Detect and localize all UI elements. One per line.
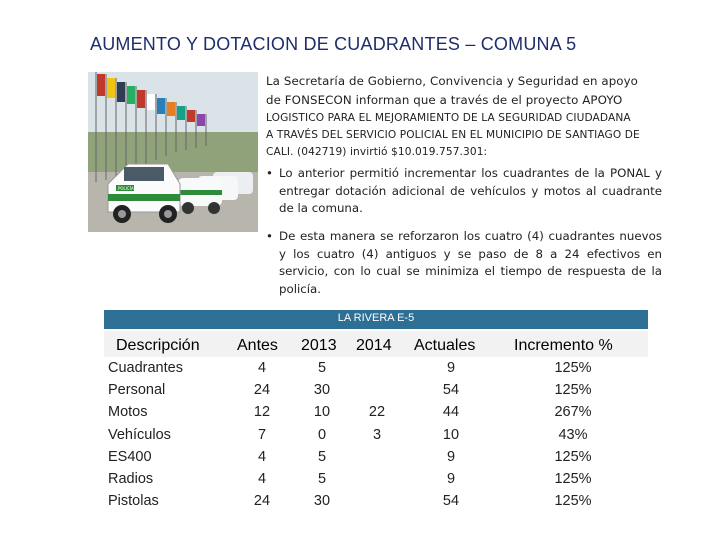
bullet-dot-icon: • xyxy=(266,166,273,180)
row-label: Pistolas xyxy=(108,493,159,510)
intro-line: A TRAVÉS DEL SERVICIO POLICIAL EN EL MUNICIPIO DE SANTIAGO DE xyxy=(266,129,640,141)
table-cell: 7 xyxy=(257,426,267,443)
table-cell: 3 xyxy=(372,426,382,443)
table-cell: 267% xyxy=(554,404,592,421)
bullet-item xyxy=(266,165,662,218)
table-cell: 5 xyxy=(317,360,327,376)
row-label: Radios xyxy=(108,471,154,487)
column-header: Antes xyxy=(237,337,278,354)
table-cell: 125% xyxy=(554,493,592,510)
column-header: Incremento % xyxy=(514,337,613,354)
police-vehicles-illustration xyxy=(88,72,258,232)
intro-line: CALI. (042719) invirtió $10.019.757.301: xyxy=(266,146,488,158)
table-cell: 5 xyxy=(317,448,327,465)
bullet-item xyxy=(266,228,662,298)
table-cell: 125% xyxy=(554,382,592,399)
table-caption: LA RIVERA E-5 xyxy=(104,310,648,329)
table-cell: 54 xyxy=(442,493,460,510)
table-cell: 30 xyxy=(313,382,331,399)
row-label: Cuadrantes xyxy=(108,360,183,376)
bullet-dot-icon: • xyxy=(266,229,273,243)
row-label: Personal xyxy=(108,382,166,399)
table-cell: 24 xyxy=(253,493,271,510)
row-label: Vehículos xyxy=(108,426,171,443)
table-cell: 4 xyxy=(257,360,267,376)
column-header: 2014 xyxy=(356,337,392,354)
table-cell: 10 xyxy=(442,426,460,443)
table-cell: 125% xyxy=(554,448,592,465)
table-cell: 0 xyxy=(317,426,327,443)
table-cell: 4 xyxy=(257,448,267,465)
intro-line: de FONSECON informan que a través de el proyecto APOYO xyxy=(266,93,623,107)
bullet-text: Lo anterior permitió incrementar los cuadrantes de la PONAL y entregar dotación adicional de vehículos y motos al cuadrante de la comuna. xyxy=(279,166,662,215)
table-cell: 43% xyxy=(558,426,588,443)
column-header: Descripción xyxy=(116,337,200,354)
column-header: Actuales xyxy=(414,337,476,354)
table-cell: 5 xyxy=(317,471,327,487)
table-cell: 4 xyxy=(257,471,267,487)
table-cell: 12 xyxy=(253,404,271,421)
intro-line: LOGISTICO PARA EL MEJORAMIENTO DE LA SEGURIDAD CIUDADANA xyxy=(266,112,631,124)
slide-title: AUMENTO Y DOTACION DE CUADRANTES – COMUNA 5 xyxy=(90,34,577,54)
intro-paragraph xyxy=(266,72,662,161)
table-cell: 9 xyxy=(446,471,456,487)
table-cell: 10 xyxy=(313,404,331,421)
table-cell: 24 xyxy=(253,382,271,399)
police-vehicles-photo xyxy=(88,72,258,232)
table-cell: 44 xyxy=(442,404,460,421)
table-cell: 125% xyxy=(554,360,592,376)
column-header: 2013 xyxy=(301,337,337,354)
table-cell: 22 xyxy=(368,404,386,421)
table-cell: 30 xyxy=(313,493,331,510)
row-label: Motos xyxy=(108,404,148,421)
intro-line: La Secretaría de Gobierno, Convivencia y Seguridad en apoyo xyxy=(266,74,639,88)
table-cell: 9 xyxy=(446,448,456,465)
table-cell: 9 xyxy=(446,360,456,376)
bullet-text: De esta manera se reforzaron los cuatro (4) cuadrantes nuevos y los cuatro (4) antiguos y se paso de 8 a 24 efectivos en servicio, con lo cual se minimiza el tiempo de respuesta de la policía. xyxy=(279,229,662,296)
table-cell: 54 xyxy=(442,382,460,399)
row-label: ES400 xyxy=(108,448,152,465)
table-cell: 125% xyxy=(554,471,592,487)
vehicle-label: POLICÍA xyxy=(118,186,134,191)
